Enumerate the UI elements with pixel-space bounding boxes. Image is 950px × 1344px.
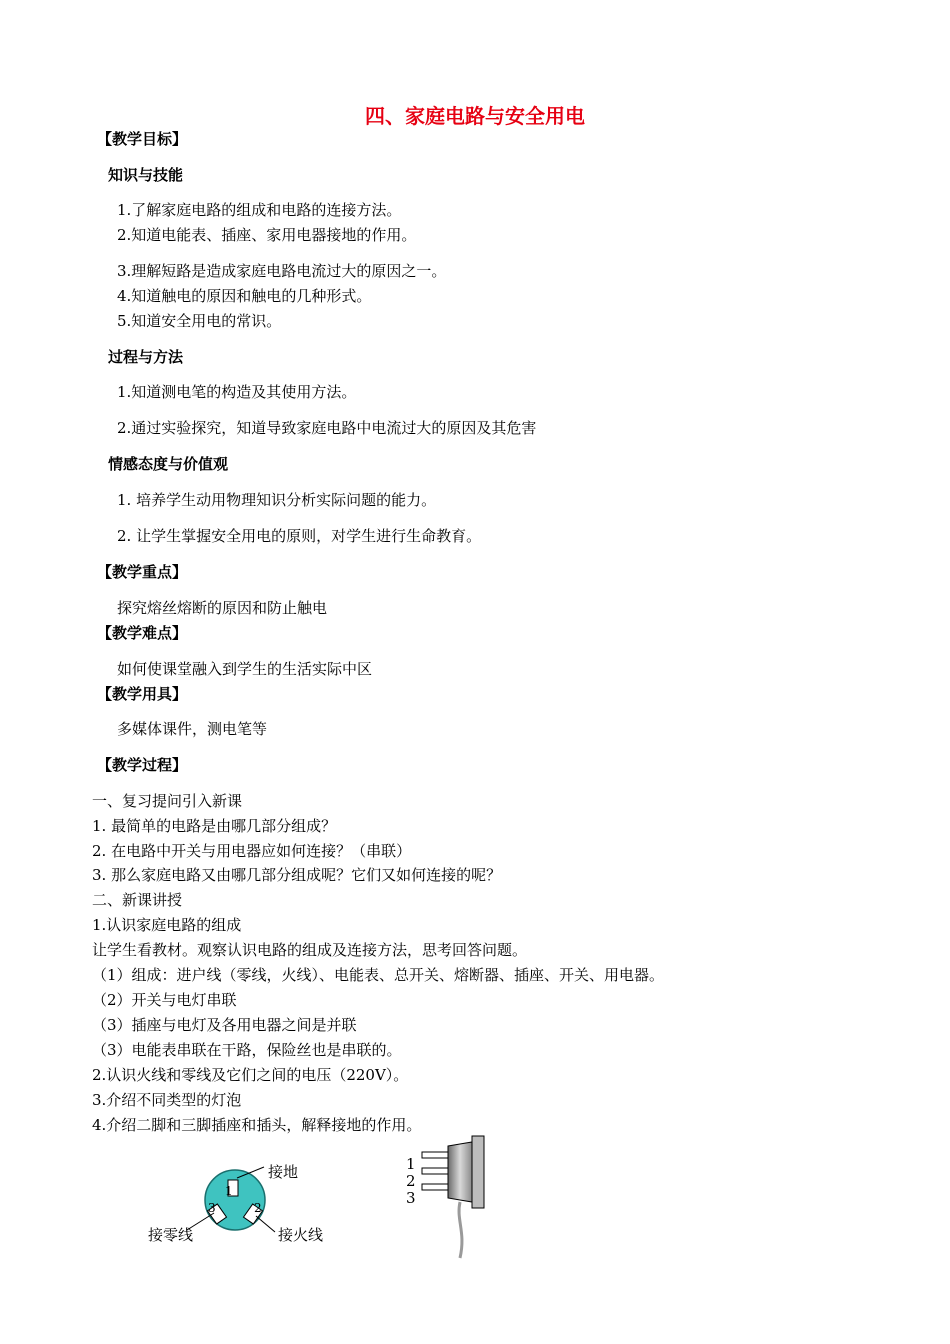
process-line: 1. 最简单的电路是由哪几部分组成？ [92,817,337,835]
process-line: 1.认识家庭电路的组成 [92,916,242,934]
label-live: 接火线 [278,1226,324,1244]
process-line: 2. 在电路中开关与用电器应如何连接？（串联） [92,842,412,860]
knowledge-item: 5.知道安全用电的常识。 [117,312,282,330]
label-neutral: 接零线 [148,1226,194,1244]
process-method-item: 1.知道测电笔的构造及其使用方法。 [117,383,357,401]
knowledge-item: 1.了解家庭电路的组成和电路的连接方法。 [117,201,402,219]
process-method-heading: 过程与方法 [108,348,184,366]
process-line: 3. 那么家庭电路又由哪几部分组成呢？它们又如何连接的呢？ [92,866,502,884]
key-points-heading: 【教学重点】 [97,563,188,581]
plug-body [448,1142,472,1202]
process-heading: 【教学过程】 [97,756,188,774]
key-points-text: 探究熔丝熔断的原因和防止触电 [117,599,328,617]
attitude-heading: 情感态度与价值观 [108,455,229,473]
difficulties-text: 如何使课堂融入到学生的生活实际中区 [117,660,373,678]
process-line: 2.认识火线和零线及它们之间的电压（220V）。 [92,1066,409,1084]
process-line: （3）电能表串联在干路，保险丝也是串联的。 [92,1041,402,1059]
socket-pin1-number: 1 [225,1184,233,1198]
label-ground: 接地 [268,1163,299,1181]
difficulties-heading: 【教学难点】 [97,624,188,642]
socket-pin3-number: 3 [208,1201,216,1215]
process-method-item: 2.通过实验探究，知道导致家庭电路中电流过大的原因及其危害 [117,419,537,437]
process-line: 二、新课讲授 [92,891,183,909]
attitude-item: 2. 让学生掌握安全用电的原则，对学生进行生命教育。 [117,527,482,545]
tools-heading: 【教学用具】 [97,685,188,703]
knowledge-heading: 知识与技能 [108,166,184,184]
process-line: （1）组成：进户线（零线，火线）、电能表、总开关、熔断器、插座、开关、用电器。 [92,966,665,984]
process-line: （3）插座与电灯及各用电器之间是并联 [92,1016,357,1034]
process-line: 让学生看教材。观察认识电路的组成及连接方法，思考回答问题。 [92,941,528,959]
pointer-live [256,1216,275,1232]
process-line: 3.介绍不同类型的灯泡 [92,1091,242,1109]
plug-pin-1 [422,1152,448,1158]
knowledge-item: 2.知道电能表、插座、家用电器接地的作用。 [117,226,417,244]
plug-rim [472,1136,484,1208]
socket-pin2-number: 2 [254,1201,262,1215]
knowledge-item: 4.知道触电的原因和触电的几种形式。 [117,287,372,305]
attitude-item: 1. 培养学生动用物理知识分析实际问题的能力。 [117,491,437,509]
plug-pin-2 [422,1168,448,1174]
plug-cable [459,1202,462,1258]
plug-number-3: 3 [406,1189,416,1207]
process-line: （2）开关与电灯串联 [92,991,237,1009]
objectives-heading: 【教学目标】 [97,130,188,148]
plug-number-2: 2 [406,1172,416,1190]
knowledge-item: 3.理解短路是造成家庭电路电流过大的原因之一。 [117,262,447,280]
three-pin-plug-diagram [400,1132,510,1262]
page-title: 四、家庭电路与安全用电 [365,104,585,128]
tools-text: 多媒体课件，测电笔等 [117,720,268,738]
process-line: 一、复习提问引入新课 [92,792,243,810]
plug-number-1: 1 [406,1155,416,1173]
plug-pin-3 [422,1184,448,1190]
process-line: 4.介绍二脚和三脚插座和插头，解释接地的作用。 [92,1116,422,1134]
